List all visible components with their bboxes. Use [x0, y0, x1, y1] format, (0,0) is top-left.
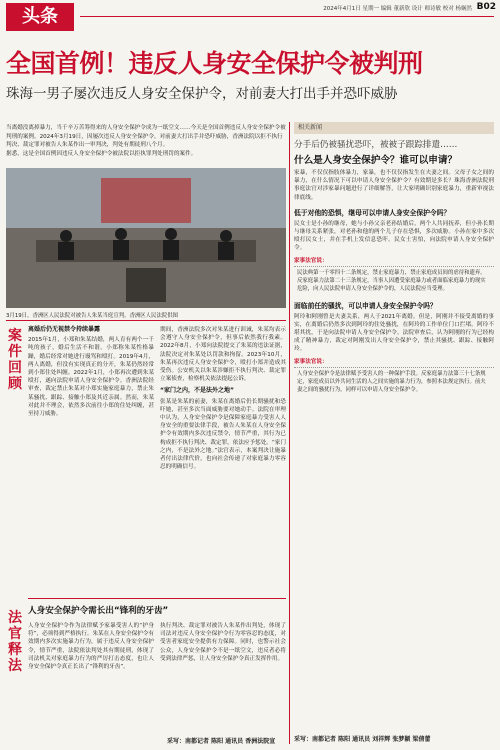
- page-number: B02: [476, 2, 496, 12]
- lede: [6, 124, 286, 158]
- lede-paragraph-2: 据悉，这是全国首例因违反人身安全保护令被法院以拒执罪判处刑罚的案件。: [6, 150, 197, 157]
- courtroom-photo: [6, 168, 286, 308]
- column-divider: [289, 122, 290, 744]
- judge-section-title: 人身安全保护令需长出“锋利的牙齿”: [28, 606, 169, 616]
- section-tag: 头条: [6, 3, 74, 31]
- case-column-2-text: 期间，香洲法院多次对朱某进行训诫，朱某均表示会遵守人身安全保护令，但事后依然我行我素。2022年8月，小郑向法院提交了朱某的违法证据，法院决定对朱某处以罚款和拘留。2023年10月，朱某再次违反人身安全保护令，殴打小郑并造成其受伤。公安机关以朱某涉嫌拒不执行判决、裁定罪立案侦查，检察机关依法提起公诉。: [160, 327, 286, 383]
- related-news-bar: 相关新闻: [294, 122, 494, 134]
- sidebar-question-1: 低于对他的恐惧，继母可以申请人身安全保护令吗？: [294, 208, 451, 217]
- sidebar-title: 什么是人身安全保护令？谁可以申请？: [294, 155, 458, 166]
- photo-caption: 3月19日，香洲区人民法院对被告人朱某当庭宣判。香洲区人民法院供图: [6, 313, 179, 319]
- judge-column-1: [28, 622, 154, 671]
- judge-column-2-text: 执行判决、裁定罪对被告人朱某作出判处，体现了司法对违反人身安全保护令行为零容忍的态度，对受害者家庭安全提供有力保障。同时，也警示社会公众，人身安全保护令不是一纸空文，违反者必将受到法律严惩，让人身安全保护令真正发挥作用。: [160, 623, 286, 662]
- sidebar-judge-note-1: 家事法官说：: [294, 257, 328, 264]
- judge-section-divider: [28, 598, 286, 599]
- sidebar-kicker: 分手后仍被骚扰恐吓，被被子跟踪排遣……: [294, 140, 458, 150]
- sidebar-body-4: 阿玲和阿刚曾是夫妻关系，两人于2021年离婚。但是，阿刚并不接受离婚的事实，在离婚后仍然多次到阿玲的住处骚扰，在阿玲的工作单位门口拦堵。阿玲不堪其扰，于是向法院申请人身安全保护令。法院审查后，认为阿刚的行为已经构成了精神暴力，裁定对阿刚发出人身安全保护令，禁止其骚扰、跟踪、接触阿玲。: [294, 313, 494, 353]
- subheadline: 珠海一男子屡次违反人身安全保护令，对前妻大打出手并恐吓威胁: [6, 86, 398, 102]
- sidebar-authors: 采写：南都记者 陈阳 通讯员 刘祥辉 张梦颖 梁倩蕾: [294, 736, 431, 743]
- masthead: [0, 0, 500, 34]
- sidebar-judge-note-2: 家事法官说：: [294, 358, 328, 365]
- sidebar-body-3: 民法典第一千零四十二条规定，禁止家庭暴力，禁止家庭成员间的虐待和遗弃。反家庭暴力法第二十三条规定，当事人因遭受家庭暴力或者面临家庭暴力的现实危险，向人民法院申请人身安全保护令的，人民法院应当受理。: [294, 266, 494, 295]
- sidebar-body-1: 家暴，不仅仅指肢体暴力，家暴，也不仅仅指发生在夫妻之间。父母子女之间的暴力，在什么情况下可以申请人身安全保护令？有效期是多长？珠海香洲法院刑事庭法官对涉家暴问题进行了详细解答，让大家明确识别家庭暴力，重新审视法律底线。: [294, 170, 494, 201]
- case-column-1-text: 2015年1月，小郑和朱某结婚，两人育有两个一千吨的孩子，婚后生活不和谐。小郑称朱某性格暴躁，婚后经常对她进行谩骂和殴打。2019年4月，两人离婚，但没有实现真正的分开，朱某仍然经常到小郑住处纠缠。2022年1月，小郑再次遭到朱某殴打，遂向法院申请人身安全保护令。香洲法院经审查，裁定禁止朱某对小郑实施家庭暴力，禁止朱某骚扰、跟踪、接触小郑及其近亲属。然而，朱某对此并不理会，依然多次前往小郑的住处纠缠，甚至持刀威胁。: [28, 337, 154, 418]
- case-column-1: [28, 326, 154, 418]
- judge-explains-label: 法官释法: [8, 610, 22, 674]
- case-column-3-text: 张某是朱某的前妻，朱某在离婚后仍长期骚扰和恐吓她，甚至多次当面威胁要对她动手。法院在审理中认为，人身安全保护令是保障家庭暴力受害人人身安全的重要法律手段，被告人朱某在人身安全保护令有效期内多次违反禁令，情节严重，其行为已构成拒不执行判决、裁定罪，依法应予惩处。“家门之内，不是法外之地。”法官表示，本案判决让施暴者付出法律代价，也向社会传递了对家庭暴力零容忍的明确信号。: [160, 398, 286, 471]
- case-heading-2: “家门之内，不是法外之地”: [160, 387, 234, 395]
- case-column-2: [160, 326, 286, 471]
- sidebar-question-2: 面临前任的骚扰，可以申请人身安全保护令吗？: [294, 301, 437, 310]
- courtroom-illustration: [6, 168, 286, 308]
- sidebar-body-2: 民女士是小孙的继母，她与小孙父亲老孙结婚后，两个人共同抚养，但小孙长期与继母关系紧张，对老孙和他的两个儿子存在恐惧，多次威胁。小孙在家中多次殴打民女士，并在手机上发信息恐吓。民女士害怕，向法院申请人身安全保护令。: [294, 220, 494, 252]
- case-review-label: 案件回顾: [8, 328, 22, 392]
- judge-column-2: [160, 622, 286, 663]
- judge-column-1-text: 人身安全保护令作为法律赋予家暴受害人的“护身符”，必须得到严格执行。朱某在人身安全保护令有效期内多次实施暴力行为，属于违反人身安全保护令，情节严重，法院依法判处其有期徒刑，体现了司法机关对家庭暴力行为的严厉打击态度，也让人身安全保护令真正长出了“锋利的牙齿”。: [28, 623, 154, 671]
- masthead-rule: [80, 16, 494, 17]
- lede-paragraph: 当离婚没离掉暴力，当千辛万苦筹得来的人身安全保护令成为一纸空文……今天是全国首例违反人身安全保护令被判刑的案例。2024年3月19日，因屡次违反人身安全保护令，对前妻大打出手并恐吓威胁，香洲法院以拒不执行判决、裁定罪对被告人朱某作出一审判决，判处有期徒刑八个月。: [6, 125, 286, 149]
- article-credits: 采写：南都记者 陈阳 通讯员 香洲法院宣: [167, 738, 276, 745]
- masthead-meta: 2024年4月1日 星期一 编辑 董新欣 设计 师诗敏 校对 杨娴然: [323, 6, 472, 12]
- section-divider: [6, 320, 286, 321]
- sidebar-body-5: 人身安全保护令是法律赋予受害人的一种保护手段。反家庭暴力法第三十七条规定，家庭成员以外共同生活的人之间实施的暴力行为，参照本法规定执行。前夫妻之间的骚扰行为，同样可以申请人身安全保护令。: [294, 367, 494, 396]
- related-news-sidebar: [294, 122, 494, 396]
- main-headline: 全国首例！违反人身安全保护令被判刑: [6, 49, 423, 78]
- case-heading-1: 离婚后仍无视禁令持续暴露: [28, 326, 101, 333]
